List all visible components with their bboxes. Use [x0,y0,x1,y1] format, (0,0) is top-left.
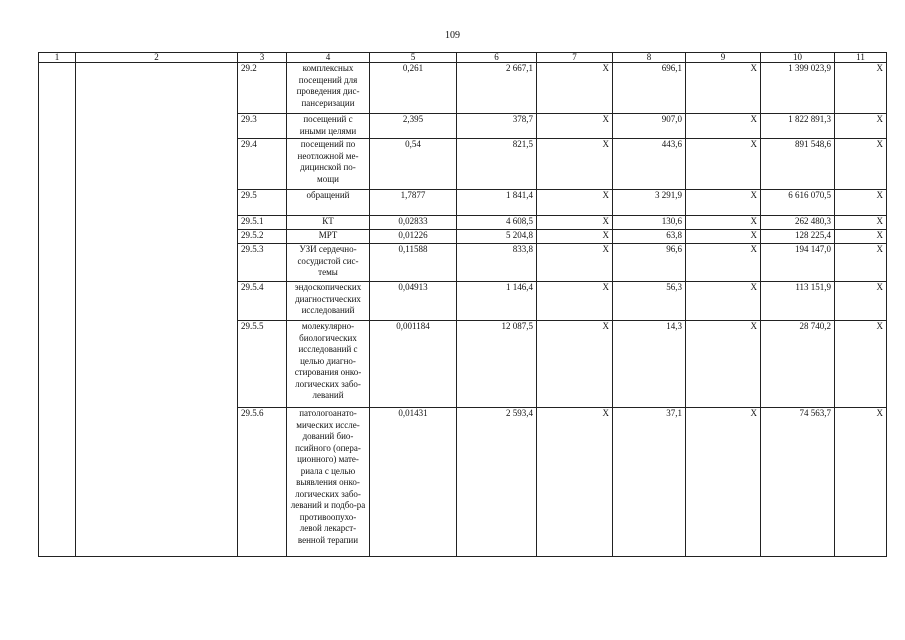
row-code: 29.2 [238,63,287,114]
column-2-cell [76,63,238,557]
cell-col8: 56,3 [613,282,686,321]
cell-col9: Х [686,190,761,216]
cell-col6: 821,5 [457,139,537,190]
cell-col8: 696,1 [613,63,686,114]
cell-col6: 12 087,5 [457,321,537,408]
row-code: 29.5 [238,190,287,216]
cell-col10: 1 399 023,9 [761,63,835,114]
cell-col11: Х [835,244,887,282]
row-code: 29.3 [238,114,287,139]
cell-col6: 5 204,8 [457,230,537,244]
column-header: 5 [370,53,457,63]
cell-col11: Х [835,139,887,190]
cell-col11: Х [835,282,887,321]
cell-col10: 128 225,4 [761,230,835,244]
data-table [38,52,887,557]
cell-col8: 130,6 [613,216,686,230]
row-code: 29.5.5 [238,321,287,408]
cell-col5: 0,04913 [370,282,457,321]
cell-col8: 3 291,9 [613,190,686,216]
row-name: комплексных посещений для проведения дис-пансеризации [287,63,370,114]
cell-col8: 37,1 [613,408,686,557]
cell-col8: 907,0 [613,114,686,139]
cell-col6: 833,8 [457,244,537,282]
cell-col5: 0,261 [370,63,457,114]
cell-col9: Х [686,216,761,230]
cell-col8: 63,8 [613,230,686,244]
cell-col6: 378,7 [457,114,537,139]
cell-col7: Х [537,321,613,408]
cell-col5: 0,54 [370,139,457,190]
row-name: УЗИ сердечно-сосудистой сис-темы [287,244,370,282]
column-header: 6 [457,53,537,63]
cell-col10: 74 563,7 [761,408,835,557]
cell-col11: Х [835,63,887,114]
cell-col5: 2,395 [370,114,457,139]
cell-col7: Х [537,63,613,114]
cell-col7: Х [537,244,613,282]
row-code: 29.4 [238,139,287,190]
cell-col8: 96,6 [613,244,686,282]
column-header: 2 [76,53,238,63]
cell-col10: 28 740,2 [761,321,835,408]
cell-col10: 113 151,9 [761,282,835,321]
row-code: 29.5.1 [238,216,287,230]
cell-col10: 891 548,6 [761,139,835,190]
row-code: 29.5.4 [238,282,287,321]
cell-col5: 0,01431 [370,408,457,557]
cell-col9: Х [686,408,761,557]
cell-col6: 4 608,5 [457,216,537,230]
cell-col7: Х [537,139,613,190]
row-name: молекулярно-биологических исследований с целью диагно-стирования онко-логических забо-леваний [287,321,370,408]
cell-col11: Х [835,114,887,139]
cell-col9: Х [686,114,761,139]
row-name: КТ [287,216,370,230]
cell-col9: Х [686,282,761,321]
cell-col9: Х [686,139,761,190]
row-name: обращений [287,190,370,216]
column-header: 4 [287,53,370,63]
row-name: посещений по неотложной ме-дицинской по-мощи [287,139,370,190]
row-name: патологоанато-мических иссле-дований био-псийного (опера-ционного) мате-риала с целью выявления онко-логических забо-леваний и подбо-ра противоопухо-левой лекарст-венной терапии [287,408,370,557]
column-header: 11 [835,53,887,63]
column-header: 8 [613,53,686,63]
cell-col5: 1,7877 [370,190,457,216]
cell-col6: 1 146,4 [457,282,537,321]
cell-col5: 0,02833 [370,216,457,230]
cell-col5: 0,11588 [370,244,457,282]
cell-col9: Х [686,230,761,244]
row-code: 29.5.6 [238,408,287,557]
cell-col10: 262 480,3 [761,216,835,230]
cell-col10: 1 822 891,3 [761,114,835,139]
cell-col7: Х [537,216,613,230]
column-header: 3 [238,53,287,63]
cell-col11: Х [835,216,887,230]
column-number-row [39,53,887,63]
cell-col5: 0,01226 [370,230,457,244]
column-header: 1 [39,53,76,63]
cell-col6: 1 841,4 [457,190,537,216]
cell-col9: Х [686,244,761,282]
cell-col7: Х [537,114,613,139]
row-code: 29.5.2 [238,230,287,244]
cell-col7: Х [537,282,613,321]
cell-col9: Х [686,321,761,408]
cell-col10: 194 147,0 [761,244,835,282]
row-name: посещений с иными целями [287,114,370,139]
cell-col11: Х [835,230,887,244]
cell-col5: 0,001184 [370,321,457,408]
cell-col8: 14,3 [613,321,686,408]
cell-col11: Х [835,321,887,408]
cell-col7: Х [537,230,613,244]
page-number: 109 [445,30,460,41]
cell-col9: Х [686,63,761,114]
table-row [39,63,887,114]
cell-col6: 2 667,1 [457,63,537,114]
cell-col11: Х [835,190,887,216]
cell-col7: Х [537,408,613,557]
cell-col8: 443,6 [613,139,686,190]
column-header: 9 [686,53,761,63]
column-header: 7 [537,53,613,63]
row-name: МРТ [287,230,370,244]
cell-col6: 2 593,4 [457,408,537,557]
cell-col10: 6 616 070,5 [761,190,835,216]
row-code: 29.5.3 [238,244,287,282]
row-name: эндоскопических диагностических исследований [287,282,370,321]
cell-col11: Х [835,408,887,557]
cell-col7: Х [537,190,613,216]
column-header: 10 [761,53,835,63]
column-1-cell [39,63,76,557]
